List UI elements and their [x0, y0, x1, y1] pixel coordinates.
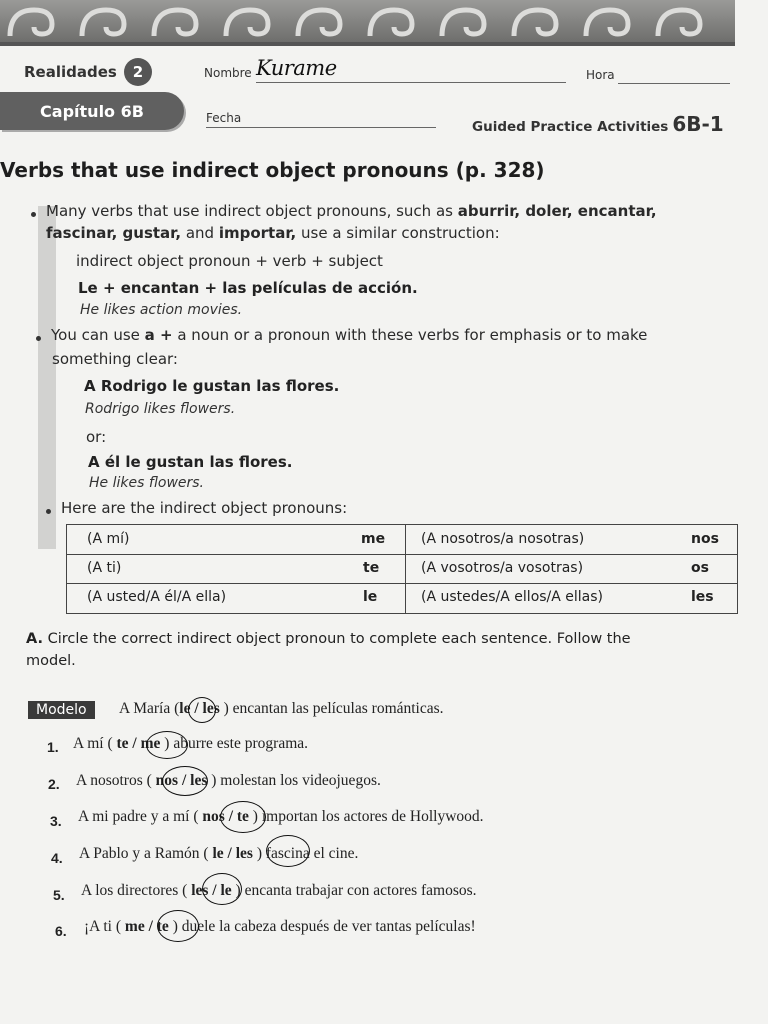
level-badge: 2 — [124, 58, 152, 86]
item-number: 5. — [53, 887, 65, 903]
activity-a-instructions — [26, 628, 716, 672]
item-2-answer-circle — [162, 766, 208, 796]
handwritten-name: Kurame — [256, 56, 337, 80]
activity-heading — [472, 112, 724, 136]
example-2: A Rodrigo le gustan las flores. — [84, 377, 340, 395]
item-4-answer-circle — [266, 835, 310, 867]
fecha-label: Fecha — [206, 111, 242, 125]
construction-formula: indirect object pronoun + verb + subject — [76, 252, 383, 270]
modelo-opt1: le — [179, 700, 191, 717]
hora-label: Hora — [586, 68, 615, 82]
item-6-answer-circle — [157, 910, 199, 942]
section-title: Verbs that use indirect object pronouns (p. 328) — [0, 158, 545, 182]
item-number: 2. — [48, 776, 60, 792]
nombre-label: Nombre — [204, 66, 252, 80]
table-row — [67, 554, 737, 584]
example-2-translation: Rodrigo likes flowers. — [85, 401, 236, 417]
example-3: A él le gustan las flores. — [88, 453, 293, 471]
item-number: 4. — [51, 850, 63, 866]
item-3-opt1[interactable]: nos — [202, 808, 225, 825]
bullet-1 — [31, 212, 36, 217]
item-5-sentence[interactable]: A los directores ( les / le ) encanta trabajar con actores famosos. — [81, 882, 477, 899]
note-1-line-2: fascinar, gustar, and importar, use a similar construction: — [46, 224, 500, 242]
table-cell: le — [363, 589, 378, 605]
note-1-line-1: Many verbs that use indirect object pronouns, such as aburrir, doler, encantar, — [46, 202, 657, 220]
nombre-line — [256, 82, 566, 83]
item-number: 1. — [47, 739, 59, 755]
instruction-line-1: Circle the correct indirect object pronoun to complete each sentence. Follow the — [47, 631, 631, 647]
modelo-answer-circle — [188, 697, 216, 723]
table-cell: (A nosotros/a nosotras) — [421, 531, 585, 547]
table-row — [67, 525, 737, 555]
activity-letter: A. — [26, 631, 43, 647]
item-4-opt2[interactable]: les — [235, 845, 253, 862]
table-cell: nos — [691, 531, 719, 547]
table-cell: (A vosotros/a vosotras) — [421, 560, 584, 576]
item-6-sentence[interactable]: ¡A ti ( me / te ) duele la cabeza después de ver tantas películas! — [84, 918, 476, 935]
table-cell: os — [691, 560, 709, 576]
modelo-tag: Modelo — [28, 701, 95, 719]
modelo-opt2: les — [202, 700, 220, 717]
grammar-sidebar-bar — [38, 206, 56, 549]
bullet-3 — [46, 509, 51, 514]
note-2-line-1: You can use a + a noun or a pronoun with these verbs for emphasis or to make — [51, 326, 648, 344]
item-2-opt1[interactable]: nos — [155, 772, 179, 789]
or-connector: or: — [86, 428, 107, 446]
series-title: Realidades — [24, 63, 117, 81]
table-row — [67, 583, 737, 612]
item-3-sentence[interactable]: A mi padre y a mí ( nos / te ) importan los actores de Hollywood. — [78, 808, 484, 825]
modelo-sentence: A María (le / les ) encantan las películas románticas. — [119, 700, 444, 717]
example-3-translation: He likes flowers. — [89, 475, 205, 491]
bullet-2 — [36, 336, 41, 341]
item-5-answer-circle — [202, 873, 242, 905]
decorative-wave-banner — [0, 0, 735, 46]
table-cell: (A mí) — [87, 531, 130, 547]
chapter-tab: Capítulo 6B — [0, 92, 184, 130]
item-4-sentence[interactable]: A Pablo y a Ramón ( le / les ) fascina el cine. — [79, 845, 359, 862]
item-1-opt1[interactable]: te — [116, 735, 129, 752]
table-cell: les — [691, 589, 714, 605]
table-cell: (A ustedes/A ellos/A ellas) — [421, 589, 604, 605]
note-3: Here are the indirect object pronouns: — [61, 499, 348, 517]
item-6-opt2[interactable]: te — [156, 918, 169, 935]
activity-code: 6B-1 — [672, 112, 724, 136]
instruction-line-2: model. — [26, 653, 76, 669]
item-4-opt1[interactable]: le — [212, 845, 224, 862]
example-1-translation: He likes action movies. — [80, 302, 243, 318]
item-3-answer-circle — [220, 801, 266, 833]
item-2-sentence[interactable]: A nosotros ( nos / les ) molestan los videojuegos. — [76, 772, 381, 789]
note-2-line-2: something clear: — [52, 350, 178, 368]
activity-name: Guided Practice Activities — [472, 119, 669, 135]
item-1-sentence[interactable]: A mí ( te / me ) aburre este programa. — [73, 735, 309, 752]
indirect-object-pronoun-table — [66, 524, 738, 614]
item-6-opt1[interactable]: me — [124, 918, 145, 935]
item-1-opt2[interactable]: me — [140, 735, 161, 752]
table-cell: (A ti) — [87, 560, 122, 576]
item-5-opt2[interactable]: le — [220, 882, 232, 899]
example-1: Le + encantan + las películas de acción. — [78, 279, 418, 297]
fecha-line — [206, 127, 436, 128]
item-2-opt2[interactable]: les — [190, 772, 208, 789]
item-number: 6. — [55, 923, 67, 939]
item-3-opt2[interactable]: te — [236, 808, 249, 825]
table-cell: (A usted/A él/A ella) — [87, 589, 227, 605]
table-cell: me — [361, 531, 386, 547]
item-5-opt1[interactable]: les — [191, 882, 209, 899]
table-cell: te — [363, 560, 380, 576]
item-number: 3. — [50, 813, 62, 829]
hora-line — [618, 83, 730, 84]
item-1-answer-circle — [146, 731, 188, 759]
